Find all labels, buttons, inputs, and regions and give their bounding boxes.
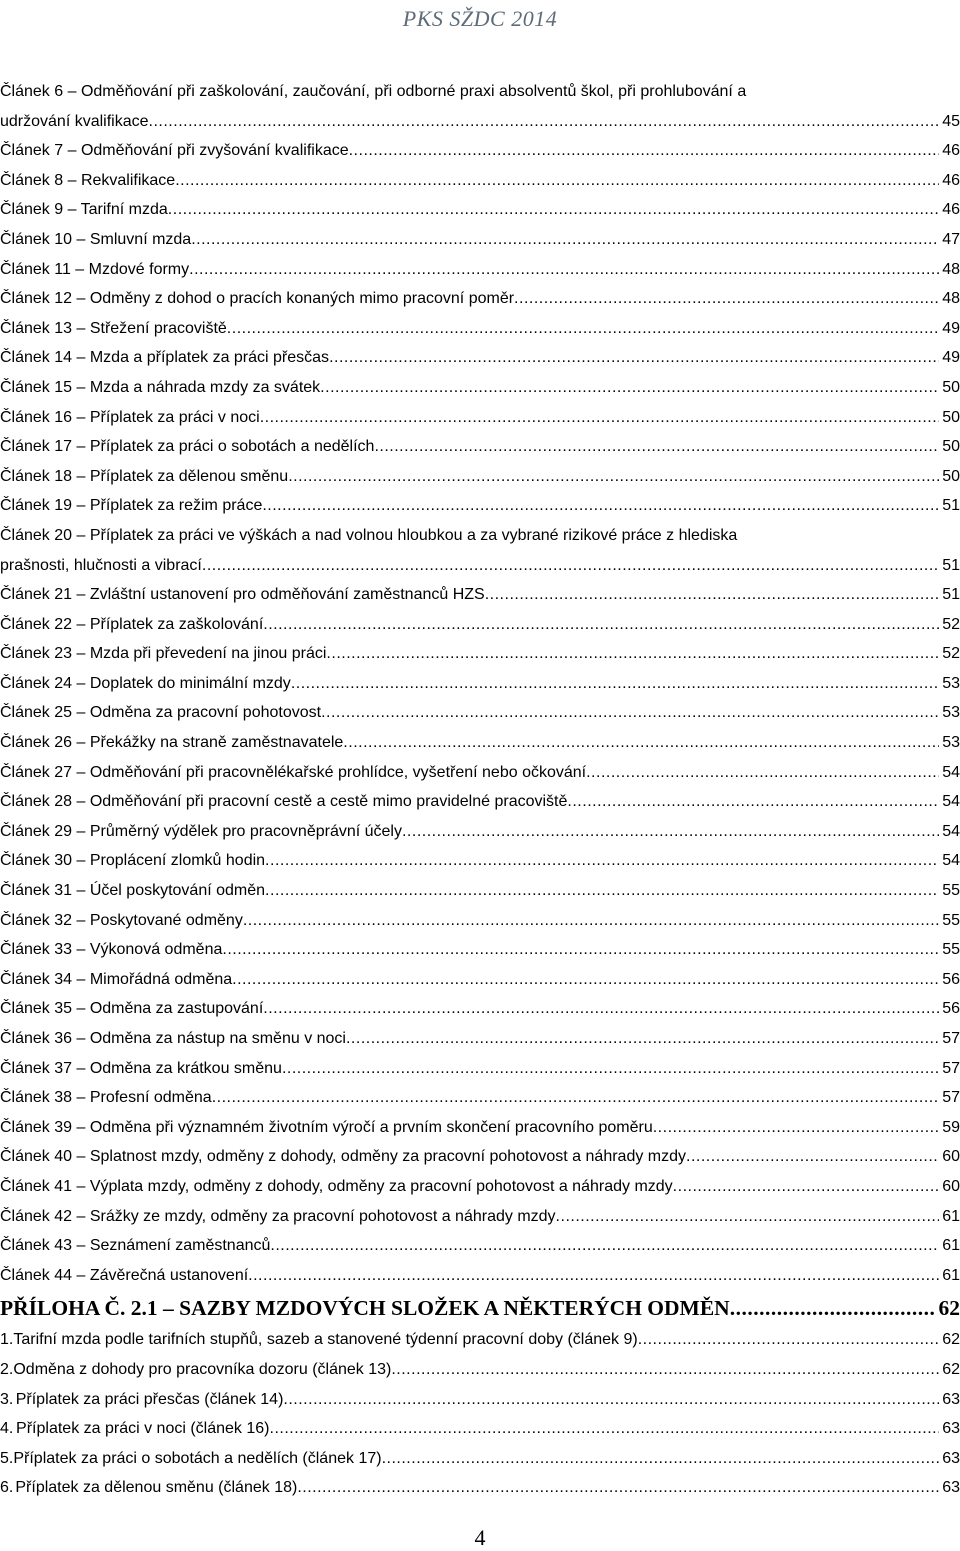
toc-page-number: 55 — [939, 935, 960, 965]
toc-entry-title: Článek 19 – Příplatek za režim práce — [0, 491, 262, 521]
dot-leader — [686, 1142, 939, 1172]
toc-page-number: 63 — [939, 1385, 960, 1415]
item-number: 3. — [0, 1385, 16, 1415]
toc-entry[interactable] — [0, 1231, 960, 1261]
toc-entry-title: Článek 39 – Odměna při významném životním výročí a prvním skončení pracovního poměru — [0, 1113, 653, 1143]
running-header: PKS SŽDC 2014 — [0, 6, 960, 32]
dot-leader — [149, 107, 940, 137]
item-number: 5. — [0, 1444, 13, 1474]
toc-line — [0, 343, 960, 373]
toc-line — [0, 136, 960, 166]
toc-entry-title: Článek 25 – Odměna za pracovní pohotovost — [0, 698, 321, 728]
dot-leader — [263, 994, 939, 1024]
toc-entry[interactable] — [0, 876, 960, 906]
toc-entry-title: Článek 18 – Příplatek za dělenou směnu — [0, 462, 288, 492]
appendix-item[interactable] — [0, 1473, 960, 1503]
dot-leader — [374, 432, 939, 462]
toc-page-number: 54 — [939, 846, 960, 876]
toc-entry-title: Článek 10 – Smluvní mzda — [0, 225, 191, 255]
dot-leader — [320, 373, 939, 403]
toc-page-number: 51 — [939, 491, 960, 521]
toc-entry-title: Článek 37 – Odměna za krátkou směnu — [0, 1054, 282, 1084]
toc-entry[interactable] — [0, 817, 960, 847]
dot-leader — [391, 1355, 939, 1385]
toc-entry-title: udržování kvalifikace — [0, 107, 149, 137]
dot-leader — [227, 314, 939, 344]
toc-line — [0, 1325, 960, 1355]
dot-leader — [283, 1385, 939, 1415]
toc-line — [0, 1172, 960, 1202]
toc-entry-title: Článek 30 – Proplácení zlomků hodin — [0, 846, 265, 876]
item-number: 4. — [0, 1414, 16, 1444]
toc-entry-title: Článek 13 – Střežení pracoviště — [0, 314, 227, 344]
dot-leader — [349, 136, 940, 166]
toc-line — [0, 669, 960, 699]
toc-line — [0, 373, 960, 403]
toc-line — [0, 166, 960, 196]
toc-entry-title: Článek 7 – Odměňování při zvyšování kvalifikace — [0, 136, 349, 166]
toc-page-number: 53 — [939, 669, 960, 699]
toc-line — [0, 1113, 960, 1143]
toc-entry[interactable] — [0, 373, 960, 403]
dot-leader — [243, 906, 939, 936]
toc-page-number: 62 — [936, 1292, 960, 1325]
toc-page-number: 60 — [939, 1172, 960, 1202]
dot-leader — [189, 255, 939, 285]
dot-leader — [248, 1261, 939, 1291]
toc-entry-title: Článek 14 – Mzda a příplatek za práci přesčas — [0, 343, 329, 373]
dot-leader — [402, 817, 939, 847]
toc-page-number: 61 — [939, 1202, 960, 1232]
toc-line — [0, 1292, 960, 1325]
toc-entry[interactable] — [0, 343, 960, 373]
toc-entry-title: Článek 43 – Seznámení zaměstnanců — [0, 1231, 270, 1261]
toc-line — [0, 994, 960, 1024]
toc-entry-title-line1: Článek 20 – Příplatek za práci ve výškách a nad volnou hloubkou a za vybrané rizikové práce z hlediska — [0, 521, 960, 551]
toc-entry-title: prašnosti, hlučnosti a vibrací — [0, 551, 202, 581]
toc-entry-title: Článek 28 – Odměňování při pracovní cestě a cestě mimo pravidelné pracoviště — [0, 787, 567, 817]
toc-line — [0, 491, 960, 521]
dot-leader — [326, 639, 939, 669]
toc-page-number: 52 — [939, 639, 960, 669]
toc-entry[interactable] — [0, 284, 960, 314]
toc-page-number: 57 — [939, 1083, 960, 1113]
toc-entry[interactable] — [0, 462, 960, 492]
dot-leader — [730, 1292, 936, 1325]
toc-entry-title: Článek 29 – Průměrný výdělek pro pracovněprávní účely — [0, 817, 402, 847]
toc-entry-title: Článek 9 – Tarifní mzda — [0, 195, 168, 225]
toc-line — [0, 965, 960, 995]
toc-entry[interactable] — [0, 669, 960, 699]
dot-leader — [232, 965, 939, 995]
toc-page-number: 46 — [939, 136, 960, 166]
toc-page-number: 57 — [939, 1054, 960, 1084]
dot-leader — [270, 1414, 940, 1444]
toc-line — [0, 1083, 960, 1113]
toc-entry-title: Článek 34 – Mimořádná odměna — [0, 965, 232, 995]
toc-line — [0, 728, 960, 758]
toc-line — [0, 935, 960, 965]
dot-leader — [191, 225, 939, 255]
dot-leader — [556, 1202, 940, 1232]
toc-entry[interactable] — [0, 994, 960, 1024]
toc-entry-title: Článek 31 – Účel poskytování odměn — [0, 876, 265, 906]
toc-page-number: 62 — [939, 1325, 960, 1355]
toc-page-number: 54 — [939, 817, 960, 847]
appendix-item[interactable] — [0, 1325, 960, 1355]
toc-page-number: 63 — [939, 1414, 960, 1444]
toc-entry-title: Článek 42 – Srážky ze mzdy, odměny za pracovní pohotovost a náhrady mzdy — [0, 1202, 556, 1232]
toc-line — [0, 1444, 960, 1474]
toc-line — [0, 551, 960, 581]
toc-entry-title-line1: Článek 6 – Odměňování při zaškolování, zaučování, při odborné praxi absolventů škol, při prohlubování a — [0, 77, 960, 107]
item-number: 2. — [0, 1355, 13, 1385]
toc-page-number: 61 — [939, 1231, 960, 1261]
toc-entry[interactable] — [0, 610, 960, 640]
toc-entry[interactable] — [0, 166, 960, 196]
toc-entry-title: Článek 27 – Odměňování při pracovnělékařské prohlídce, vyšetření nebo očkování — [0, 758, 586, 788]
dot-leader — [265, 846, 939, 876]
toc-page-number: 51 — [939, 580, 960, 610]
toc-entry-title: Příplatek za práci v noci (článek 16) — [16, 1414, 269, 1444]
toc-page-number: 47 — [939, 225, 960, 255]
toc-line — [0, 1473, 960, 1503]
toc-entry-title: Příplatek za dělenou směnu (článek 18) — [15, 1473, 297, 1503]
toc-line — [0, 698, 960, 728]
dot-leader — [329, 343, 939, 373]
toc-line — [0, 284, 960, 314]
toc-entry[interactable] — [0, 1113, 960, 1143]
toc-page-number: 56 — [939, 994, 960, 1024]
toc-entry-title: Článek 15 – Mzda a náhrada mzdy za svátek — [0, 373, 320, 403]
toc-page-number: 51 — [939, 551, 960, 581]
toc-entry-title: Článek 26 – Překážky na straně zaměstnavatele — [0, 728, 343, 758]
dot-leader — [321, 698, 939, 728]
toc-entry-title: Příplatek za práci přesčas (článek 14) — [16, 1385, 284, 1415]
toc-entry[interactable] — [0, 314, 960, 344]
toc-line — [0, 758, 960, 788]
toc-line — [0, 255, 960, 285]
toc-line — [0, 876, 960, 906]
toc-entry[interactable] — [0, 255, 960, 285]
toc-line — [0, 432, 960, 462]
dot-leader — [262, 491, 939, 521]
toc-entry[interactable] — [0, 728, 960, 758]
toc-entry[interactable] — [0, 1024, 960, 1054]
toc-entry-title: Článek 40 – Splatnost mzdy, odměny z dohody, odměny za pracovní pohotovost a náhrady mzdy — [0, 1142, 686, 1172]
toc-line — [0, 580, 960, 610]
dot-leader — [270, 1231, 939, 1261]
toc-line — [0, 1142, 960, 1172]
toc-page-number: 60 — [939, 1142, 960, 1172]
toc-entry-title: Odměna z dohody pro pracovníka dozoru (článek 13) — [13, 1355, 391, 1385]
item-number: 6. — [0, 1473, 15, 1503]
toc-line — [0, 610, 960, 640]
toc-page-number: 55 — [939, 906, 960, 936]
toc-entry[interactable] — [0, 935, 960, 965]
dot-leader — [222, 935, 939, 965]
toc-entry-title: Článek 11 – Mzdové formy — [0, 255, 189, 285]
dot-leader — [175, 166, 939, 196]
dot-leader — [567, 787, 939, 817]
dot-leader — [282, 1054, 939, 1084]
toc-page-number: 54 — [939, 758, 960, 788]
dot-leader — [673, 1172, 940, 1202]
toc-entry-title: PŘÍLOHA Č. 2.1 – SAZBY MZDOVÝCH SLOŽEK A NĚKTERÝCH ODMĚN — [0, 1292, 730, 1325]
dot-leader — [485, 580, 939, 610]
toc-line — [0, 639, 960, 669]
dot-leader — [263, 610, 939, 640]
toc-line — [0, 1231, 960, 1261]
toc-page-number: 62 — [939, 1355, 960, 1385]
toc-page-number: 59 — [939, 1113, 960, 1143]
toc-line — [0, 846, 960, 876]
toc-page-number: 50 — [939, 432, 960, 462]
toc-page-number: 63 — [939, 1444, 960, 1474]
toc-entry-title: Článek 16 – Příplatek za práci v noci — [0, 403, 260, 433]
toc-entry-title: Článek 32 – Poskytované odměny — [0, 906, 243, 936]
toc-entry-title: Tarifní mzda podle tarifních stupňů, sazeb a stanovené týdenní pracovní doby (článek 9) — [13, 1325, 637, 1355]
toc-entry[interactable] — [0, 906, 960, 936]
toc-page-number: 52 — [939, 610, 960, 640]
toc-line — [0, 107, 960, 137]
toc-page-number: 55 — [939, 876, 960, 906]
toc-line — [0, 1414, 960, 1444]
toc-entry-title: Článek 36 – Odměna za nástup na směnu v noci — [0, 1024, 346, 1054]
toc-entry[interactable] — [0, 432, 960, 462]
dot-leader — [291, 669, 939, 699]
appendix-heading[interactable] — [0, 1292, 960, 1325]
dot-leader — [288, 462, 939, 492]
toc-line — [0, 1385, 960, 1415]
toc-page-number: 53 — [939, 728, 960, 758]
toc-line — [0, 403, 960, 433]
toc-entry[interactable] — [0, 403, 960, 433]
toc-entry-title: Článek 21 – Zvláštní ustanovení pro odměňování zaměstnanců HZS — [0, 580, 485, 610]
page-number: 4 — [0, 1525, 960, 1551]
dot-leader — [297, 1473, 939, 1503]
appendix-item[interactable] — [0, 1414, 960, 1444]
toc-line — [0, 787, 960, 817]
toc-page-number: 50 — [939, 462, 960, 492]
toc-line — [0, 1202, 960, 1232]
dot-leader — [346, 1024, 939, 1054]
toc-page-number: 48 — [939, 255, 960, 285]
dot-leader — [382, 1444, 940, 1474]
toc-line — [0, 1024, 960, 1054]
dot-leader — [265, 876, 939, 906]
dot-leader — [260, 403, 940, 433]
appendix-item[interactable] — [0, 1355, 960, 1385]
toc-entry[interactable] — [0, 136, 960, 166]
toc-line — [0, 225, 960, 255]
toc-entry[interactable] — [0, 195, 960, 225]
toc-line — [0, 906, 960, 936]
toc-page-number: 57 — [939, 1024, 960, 1054]
toc-entry-title: Článek 24 – Doplatek do minimální mzdy — [0, 669, 291, 699]
table-of-contents — [0, 77, 960, 1503]
toc-page-number: 46 — [939, 166, 960, 196]
toc-entry[interactable] — [0, 758, 960, 788]
toc-entry-title: Článek 23 – Mzda při převedení na jinou práci — [0, 639, 326, 669]
dot-leader — [514, 284, 939, 314]
toc-page-number: 45 — [939, 107, 960, 137]
dot-leader — [638, 1325, 939, 1355]
toc-entry-title: Článek 12 – Odměny z dohod o pracích konaných mimo pracovní poměr — [0, 284, 514, 314]
toc-entry[interactable] — [0, 1202, 960, 1232]
toc-line — [0, 1261, 960, 1291]
dot-leader — [343, 728, 939, 758]
toc-line — [0, 462, 960, 492]
toc-page-number: 53 — [939, 698, 960, 728]
toc-page-number: 50 — [939, 403, 960, 433]
toc-entry[interactable] — [0, 698, 960, 728]
toc-entry[interactable] — [0, 225, 960, 255]
toc-entry-title: Článek 22 – Příplatek za zaškolování — [0, 610, 263, 640]
toc-line — [0, 195, 960, 225]
appendix-item[interactable] — [0, 1385, 960, 1415]
toc-entry-title: Článek 33 – Výkonová odměna — [0, 935, 222, 965]
dot-leader — [212, 1083, 940, 1113]
toc-entry[interactable] — [0, 846, 960, 876]
toc-entry[interactable] — [0, 580, 960, 610]
dot-leader — [168, 195, 939, 225]
toc-entry[interactable] — [0, 77, 960, 136]
appendix-item[interactable] — [0, 1444, 960, 1474]
item-number: 1. — [0, 1325, 13, 1355]
toc-entry[interactable] — [0, 639, 960, 669]
toc-line — [0, 314, 960, 344]
toc-line — [0, 1054, 960, 1084]
toc-entry[interactable] — [0, 1261, 960, 1291]
toc-entry[interactable] — [0, 965, 960, 995]
toc-line — [0, 1355, 960, 1385]
toc-page-number: 63 — [939, 1473, 960, 1503]
toc-entry[interactable] — [0, 1083, 960, 1113]
toc-entry-title: Článek 41 – Výplata mzdy, odměny z dohody, odměny za pracovní pohotovost a náhrady mzdy — [0, 1172, 673, 1202]
toc-entry[interactable] — [0, 1142, 960, 1172]
toc-entry-title: Článek 44 – Závěrečná ustanovení — [0, 1261, 248, 1291]
toc-entry-title: Článek 17 – Příplatek za práci o sobotách a nedělích — [0, 432, 374, 462]
toc-line — [0, 817, 960, 847]
toc-entry-title: Článek 38 – Profesní odměna — [0, 1083, 212, 1113]
toc-page-number: 61 — [939, 1261, 960, 1291]
toc-entry[interactable] — [0, 491, 960, 521]
toc-page-number: 49 — [939, 314, 960, 344]
toc-entry[interactable] — [0, 787, 960, 817]
toc-page-number: 54 — [939, 787, 960, 817]
toc-entry[interactable] — [0, 1172, 960, 1202]
toc-entry-title: Článek 8 – Rekvalifikace — [0, 166, 175, 196]
toc-entry[interactable] — [0, 1054, 960, 1084]
toc-entry-title: Článek 35 – Odměna za zastupování — [0, 994, 263, 1024]
dot-leader — [653, 1113, 939, 1143]
toc-page-number: 50 — [939, 373, 960, 403]
toc-page-number: 48 — [939, 284, 960, 314]
toc-entry[interactable] — [0, 521, 960, 580]
dot-leader — [586, 758, 939, 788]
toc-entry-title: Příplatek za práci o sobotách a nedělích (článek 17) — [13, 1444, 381, 1474]
toc-page-number: 49 — [939, 343, 960, 373]
toc-page-number: 46 — [939, 195, 960, 225]
dot-leader — [202, 551, 939, 581]
toc-page-number: 56 — [939, 965, 960, 995]
